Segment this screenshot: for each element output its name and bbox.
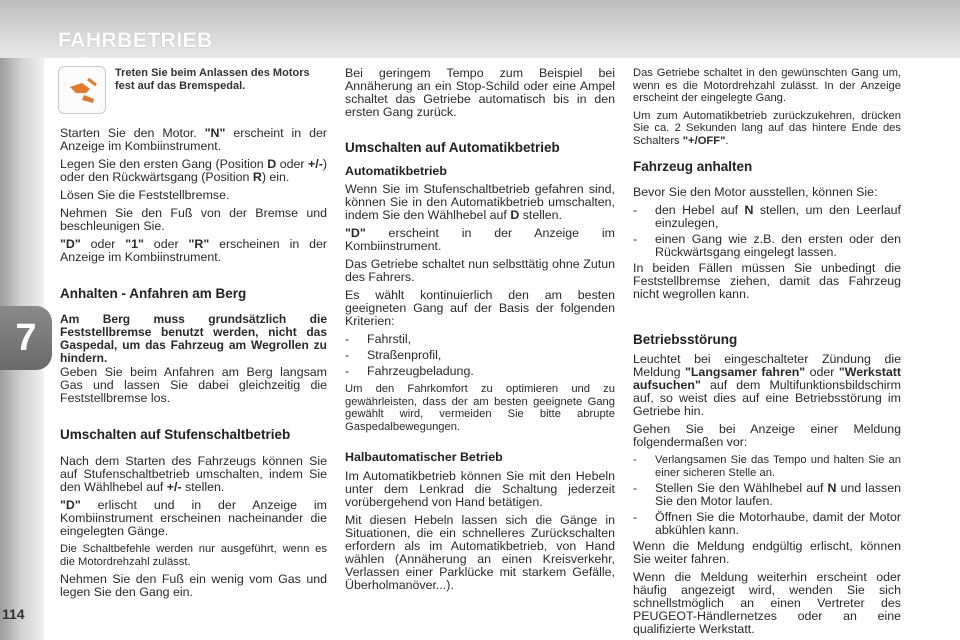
section-heading: Anhalten - Anfahren am Berg xyxy=(60,286,247,301)
paragraph: Lösen Sie die Feststellbremse. xyxy=(60,188,230,202)
paragraph: Nach dem Starten des Fahrzeugs können Sie auf Stufenschaltbetrieb umschalten, indem Sie den Wählhebel auf +/- stellen. xyxy=(60,454,327,494)
paragraph: Legen Sie den ersten Gang (Position D oder +/-) oder den Rückwärtsgang (Position R) ein. xyxy=(60,157,327,184)
paragraph: Die Schaltbefehle werden nur ausgeführt, wenn es die Motordrehzahl zulässt. xyxy=(60,543,327,568)
paragraph: Das Getriebe schaltet in den gewünschten Gang um, wenn es die Motordrehzahl zulässt. In der Anzeige erscheint der eingelegte Gang. xyxy=(633,67,901,104)
list-item: - Straßenprofil, xyxy=(345,348,442,362)
paragraph: In beiden Fällen müssen Sie unbedingt die Feststellbremse ziehen, damit das Fahrzeug nicht wegrollen kann. xyxy=(633,261,901,301)
subheading: Automatikbetrieb xyxy=(345,164,447,178)
chapter-tab xyxy=(0,306,52,370)
list-item: - den Hebel auf N stellen, um den Leerlauf einzulegen, xyxy=(633,203,901,230)
paragraph: Leuchtet bei eingeschalteter Zündung die Meldung "Langsamer fahren" oder "Werkstatt aufsuchen" auf dem Multifunktionsbildschirm auf, so weist dies auf eine Betriebsstörung im Getriebe hin. xyxy=(633,352,901,418)
paragraph: Um den Fahrkomfort zu optimieren und zu gewährleisten, dass der am besten geeignete Gang gewählt wird, vermeiden Sie bitte abrupte Gaspedalbewegungen. xyxy=(345,383,615,433)
paragraph: Um zum Automatikbetrieb zurückzukehren, drücken Sie ca. 2 Sekunden lang auf das hintere Ende des Schalters "+/OFF". xyxy=(633,109,901,147)
list-item: - Stellen Sie den Wählhebel auf N und lassen Sie den Motor laufen. xyxy=(633,481,902,508)
list-item: - Fahrstil, xyxy=(345,332,412,346)
paragraph: Bei geringem Tempo zum Beispiel bei Annäherung an ein Stop-Schild oder eine Ampel schaltet das Getriebe automatisch bis in den ersten Gang zurück. xyxy=(345,66,615,119)
tip-text: Treten Sie beim Anlassen des Motors fest auf das Bremspedal. xyxy=(115,67,310,92)
page-title: FAHRBETRIEB xyxy=(58,29,213,52)
list-item: - Verlangsamen Sie das Tempo und halten Sie an einer sicheren Stelle an. xyxy=(633,454,901,479)
list-item: - Öffnen Sie die Motorhaube, damit der Motor abkühlen kann. xyxy=(633,510,901,537)
list-item: - Fahrzeugbeladung. xyxy=(345,364,474,378)
section-heading: Betriebsstörung xyxy=(633,332,738,347)
paragraph: "D" oder "1" oder "R" erscheinen in der Anzeige im Kombiinstrument. xyxy=(60,237,328,264)
paragraph: Nehmen Sie den Fuß von der Bremse und beschleunigen Sie. xyxy=(60,206,327,233)
paragraph: "D" erscheint in der Anzeige im Kombiinstrument. xyxy=(345,226,615,253)
section-heading: Fahrzeug anhalten xyxy=(633,159,753,174)
paragraph: Das Getriebe schaltet nun selbsttätig ohne Zutun des Fahrers. xyxy=(345,257,615,284)
paragraph: Gehen Sie bei Anzeige einer Meldung folgendermaßen vor: xyxy=(633,422,901,449)
foot-on-pedal-icon xyxy=(66,75,100,107)
list-item: - einen Gang wie z.B. den ersten oder den Rückwärtsgang eingelegt lassen. xyxy=(633,232,901,259)
paragraph: Bevor Sie den Motor ausstellen, können Sie: xyxy=(633,185,878,199)
paragraph: Nehmen Sie den Fuß ein wenig vom Gas und legen Sie den Gang ein. xyxy=(60,572,327,599)
subheading: Halbautomatischer Betrieb xyxy=(345,450,503,464)
paragraph: "D" erlischt und in der Anzeige im Kombiinstrument erscheinen nacheinander die eingelegten Gänge. xyxy=(60,498,327,538)
paragraph: Wenn die Meldung endgültig erlischt, können Sie weiter fahren. xyxy=(633,539,901,566)
paragraph: Es wählt kontinuierlich den am besten geeigneten Gang auf der Basis der folgenden Kriterien: xyxy=(345,288,615,328)
paragraph: Geben Sie beim Anfahren am Berg langsam Gas und lassen Sie dabei gleichzeitig die Feststellbremse los. xyxy=(60,365,327,405)
section-heading: Umschalten auf Stufenschaltbetrieb xyxy=(60,427,291,442)
paragraph: Wenn Sie im Stufenschaltbetrieb gefahren sind, können Sie in den Automatikbetrieb umschalten, indem Sie den Wählhebel auf D stellen. xyxy=(345,182,615,222)
paragraph: Mit diesen Hebeln lassen sich die Gänge in Situationen, die ein schnelleres Zurückschalten erfordern als im Automatikbetrieb, von Hand wählen (Annäherung an einen Kreisverkehr, Verlassen einer Parklücke mit starkem Gefälle, Überholmanöver...). xyxy=(345,513,615,592)
warning-text: Am Berg muss grundsätzlich die Feststellbremse benutzt werden, nicht das Gaspedal, um das Fahrzeug am Wegrollen zu hindern. xyxy=(60,312,327,365)
paragraph: Im Automatikbetrieb können Sie mit den Hebeln unter dem Lenkrad die Schaltung jederzeit vorübergehend von Hand betätigen. xyxy=(345,469,615,509)
page-number: 114 xyxy=(2,606,25,622)
chapter-number: 7 xyxy=(15,316,37,359)
paragraph: Starten Sie den Motor. "N" erscheint in der Anzeige im Kombiinstrument. xyxy=(60,126,328,153)
page-header xyxy=(0,0,960,58)
paragraph: Wenn die Meldung weiterhin erscheint oder häufig angezeigt wird, wenden Sie sich schnellstmöglich an einen Vertreter des PEUGEOT-Händlernetzes oder an eine qualifizierte Werkstatt. xyxy=(633,570,901,636)
tip-box xyxy=(58,66,106,114)
section-heading: Umschalten auf Automatikbetrieb xyxy=(345,140,560,155)
